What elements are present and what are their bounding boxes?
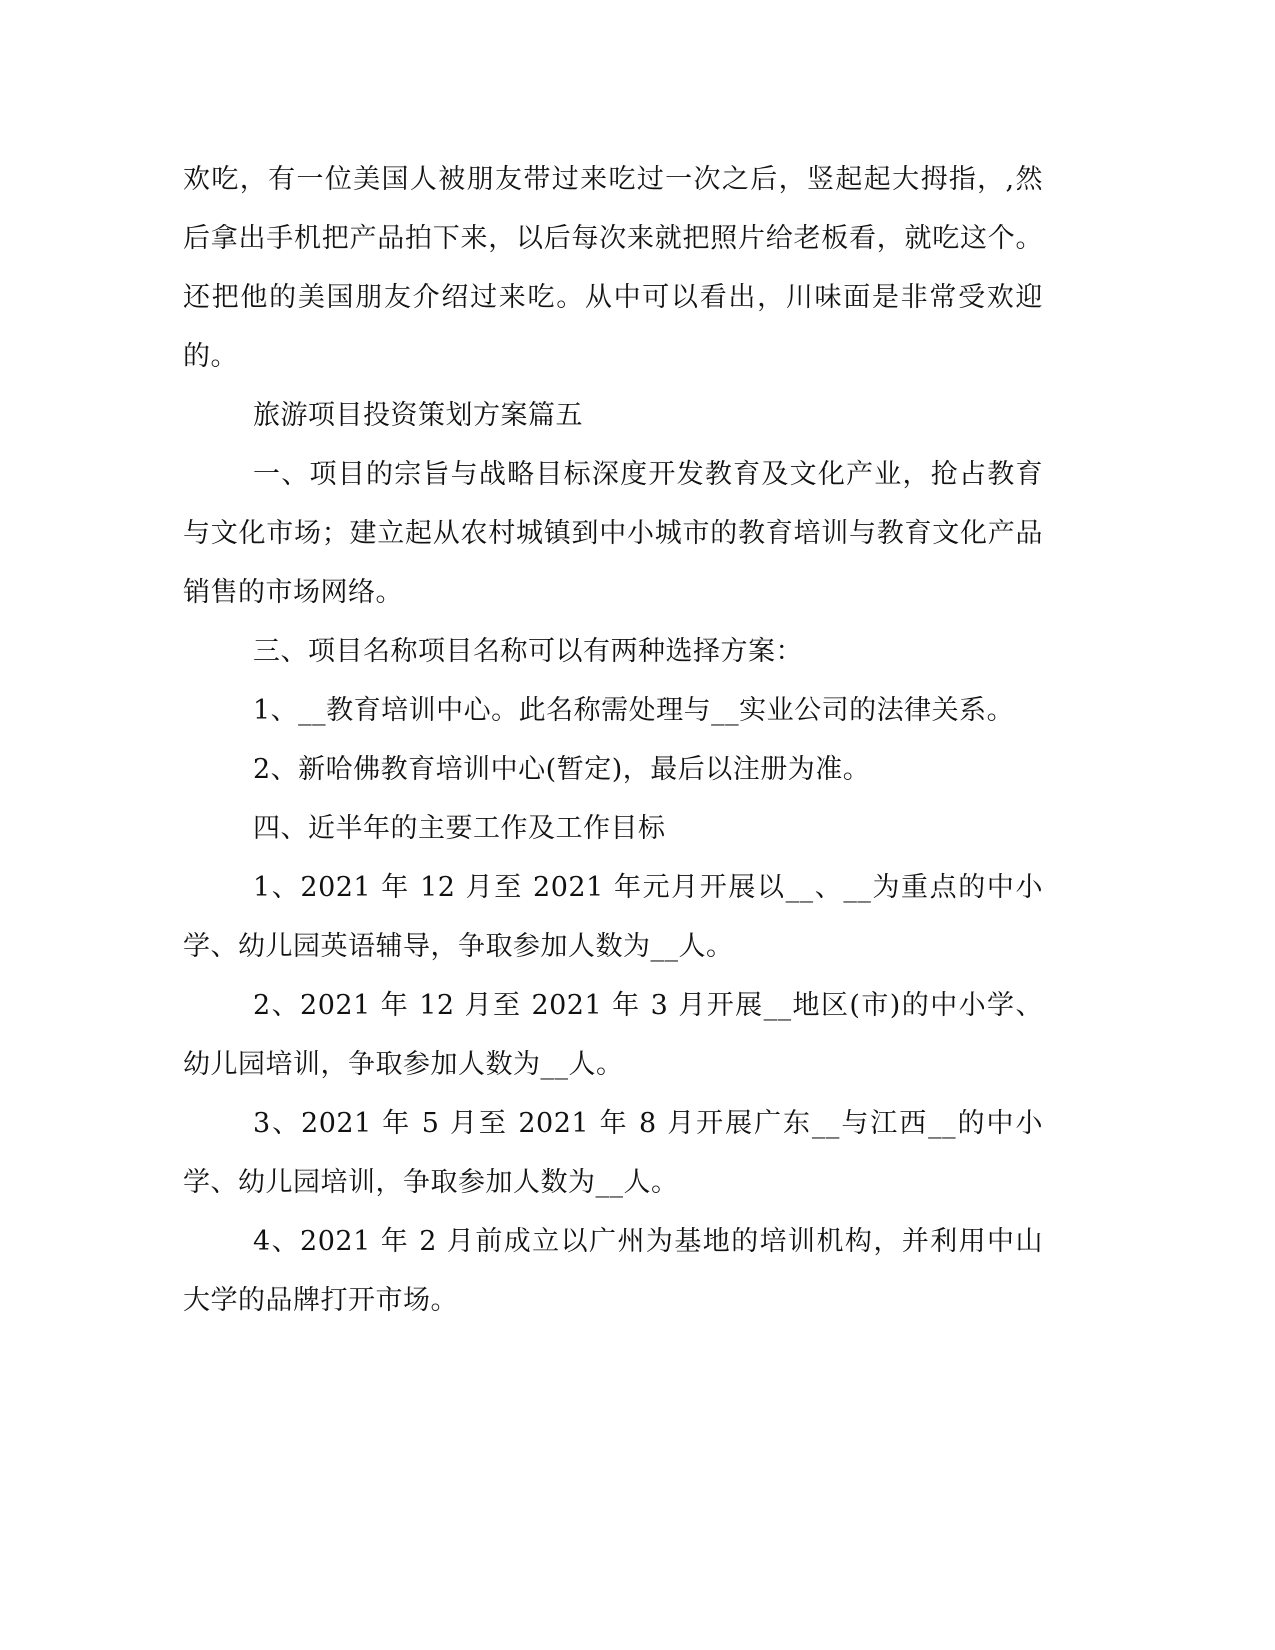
paragraph-goals-heading: 四、近半年的主要工作及工作目标 xyxy=(253,813,666,844)
list-item-goal-2: 2、2021 年 12 月至 2021 年 3 月开展__地区(市)的中小学、幼儿园培训，争取参加人数为__人。 xyxy=(183,990,1043,1080)
list-item-name-option-2: 2、新哈佛教育培训中心(暂定)，最后以注册为准。 xyxy=(253,754,871,785)
list-item-goal-1: 1、2021 年 12 月至 2021 年元月开展以__、__为重点的中小学、幼儿园英语辅导，争取参加人数为__人。 xyxy=(183,872,1043,962)
document-body xyxy=(183,150,1043,1330)
list-item-name-option-1: 1、__教育培训中心。此名称需处理与__实业公司的法律关系。 xyxy=(253,695,1015,726)
paragraph-project-name: 三、项目名称项目名称可以有两种选择方案： xyxy=(253,636,803,667)
paragraph-project-purpose: 一、项目的宗旨与战略目标深度开发教育及文化产业，抢占教育与文化市场；建立起从农村城镇到中小城市的教育培训与教育文化产品销售的市场网络。 xyxy=(183,459,1043,608)
list-item-goal-3: 3、2021 年 5 月至 2021 年 8 月开展广东__与江西__的中小学、幼儿园培训，争取参加人数为__人。 xyxy=(183,1108,1043,1198)
paragraph-continued: 欢吃，有一位美国人被朋友带过来吃过一次之后，竖起起大拇指，,然后拿出手机把产品拍下来，以后每次来就把照片给老板看，就吃这个。还把他的美国朋友介绍过来吃。从中可以看出，川味面是非常受欢迎的。 xyxy=(183,164,1043,372)
section-title: 旅游项目投资策划方案篇五 xyxy=(253,400,583,431)
list-item-goal-4: 4、2021 年 2 月前成立以广州为基地的培训机构，并利用中山大学的品牌打开市场。 xyxy=(183,1226,1043,1316)
